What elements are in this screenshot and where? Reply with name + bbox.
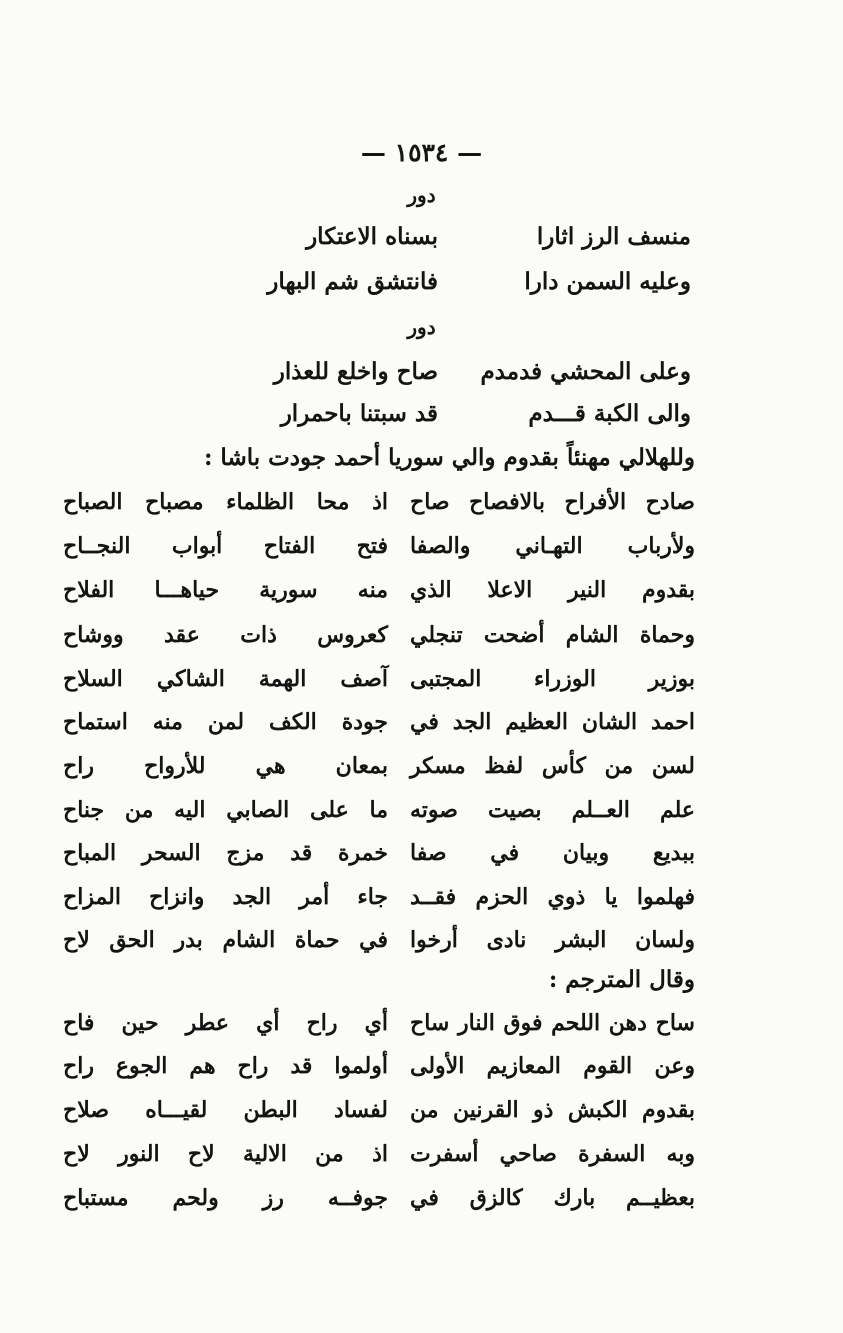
verse-first-hemistich: ساح دهن اللحم فوق النار ساح — [410, 1010, 695, 1036]
verse-second-hemistich: فتح الفتاح أبواب النجــاح — [63, 533, 388, 559]
verse-line — [0, 570, 843, 610]
verse-line — [0, 1134, 843, 1174]
verse-first-hemistich: ولأرباب التهـاني والصفا — [410, 533, 695, 559]
verse-second-hemistich: لفساد البطن لقيـــاه صلاح — [63, 1097, 388, 1123]
verse-line — [0, 1046, 843, 1086]
verse-second-hemistich: صاح واخلع للعذار — [273, 358, 438, 385]
verse-first-hemistich: بوزير الوزراء المجتبى — [410, 666, 695, 692]
verse-first-hemistich: والى الكبة قـــدم — [528, 400, 691, 427]
verse-first-hemistich: وعلى المحشي فدمدم — [480, 358, 691, 385]
verse-line — [0, 659, 843, 699]
verse-second-hemistich: جودة الكف لمن منه استماح — [63, 709, 388, 735]
verse-second-hemistich: اذ محا الظلماء مصباح الصباح — [63, 489, 388, 515]
verse-line — [0, 482, 843, 522]
verse-first-hemistich: علم العــلم بصيت صوته — [410, 797, 695, 823]
verse-second-hemistich: ما على الصابي اليه من جناح — [63, 797, 388, 823]
verse-second-hemistich: بسناه الاعتكار — [306, 223, 438, 250]
verse-line — [0, 526, 843, 566]
verse-line — [0, 702, 843, 742]
verse-first-hemistich: بقدوم النير الاعلا الذي — [410, 577, 695, 603]
stanza-heading: دور — [407, 183, 436, 207]
verse-second-hemistich: فانتشق شم البهار — [267, 268, 438, 295]
verse-first-hemistich: بقدوم الكبش ذو القرنين من — [410, 1097, 695, 1123]
verse-second-hemistich: بمعان هي للأرواح راح — [63, 753, 388, 779]
verse-line — [0, 217, 843, 257]
verse-second-hemistich: قد سبتنا باحمرار — [280, 400, 438, 427]
verse-second-hemistich: أولموا قد راح هم الجوع راح — [63, 1053, 388, 1079]
verse-first-hemistich: بعظيــم بارك كالزق في — [410, 1185, 695, 1211]
verse-line — [0, 394, 843, 434]
verse-first-hemistich: وعليه السمن دارا — [524, 268, 691, 295]
verse-line — [0, 1090, 843, 1130]
verse-line — [0, 1178, 843, 1218]
verse-first-hemistich: لسن من كأس لفظ مسكر — [410, 753, 695, 779]
verse-line — [0, 262, 843, 302]
verse-first-hemistich: احمد الشان العظيم الجد في — [410, 709, 695, 735]
verse-first-hemistich: ولسان البشر نادى أرخوا — [410, 927, 695, 953]
verse-first-hemistich: ببديع وبيان في صفا — [410, 840, 695, 866]
verse-line — [0, 790, 843, 830]
verse-first-hemistich: منسف الرز اثارا — [536, 223, 691, 250]
verse-second-hemistich: أي راح أي عطر حين فاح — [63, 1010, 388, 1036]
verse-line — [0, 615, 843, 655]
verse-second-hemistich: خمرة قد مزج السحر المباح — [63, 840, 388, 866]
page-number: — ١٥٣٤ — — [360, 138, 483, 167]
verse-first-hemistich: وعن القوم المعازيم الأولى — [410, 1053, 695, 1079]
verse-second-hemistich: جاء أمر الجد وانزاح المزاح — [63, 884, 388, 910]
poem-introduction: وقال المترجم : — [548, 966, 695, 993]
verse-first-hemistich: وحماة الشام أضحت تنجلي — [410, 622, 695, 648]
verse-line — [0, 920, 843, 960]
verse-line — [0, 746, 843, 786]
verse-line — [0, 833, 843, 873]
verse-line — [0, 352, 843, 392]
verse-first-hemistich: صادح الأفراح بالافصاح صاح — [410, 489, 695, 515]
verse-second-hemistich: آصف الهمة الشاكي السلاح — [63, 666, 388, 692]
poem-introduction: وللهلالي مهنئاً بقدوم والي سوريا أحمد جودت باشا : — [203, 444, 695, 471]
verse-line — [0, 877, 843, 917]
verse-second-hemistich: كعروس ذات عقد ووشاح — [63, 622, 388, 648]
verse-first-hemistich: وبه السفرة صاحي أسفرت — [410, 1141, 695, 1167]
verse-second-hemistich: اذ من الالية لاح النور لاح — [63, 1141, 388, 1167]
stanza-heading: دور — [407, 315, 436, 339]
verse-second-hemistich: جوفــه رز ولحم مستباح — [63, 1185, 388, 1211]
verse-line — [0, 1003, 843, 1043]
verse-second-hemistich: منه سورية حياهـــا الفلاح — [63, 577, 388, 603]
verse-second-hemistich: في حماة الشام بدر الحق لاح — [63, 927, 388, 953]
verse-first-hemistich: فهلموا يا ذوي الحزم فقــد — [410, 884, 695, 910]
